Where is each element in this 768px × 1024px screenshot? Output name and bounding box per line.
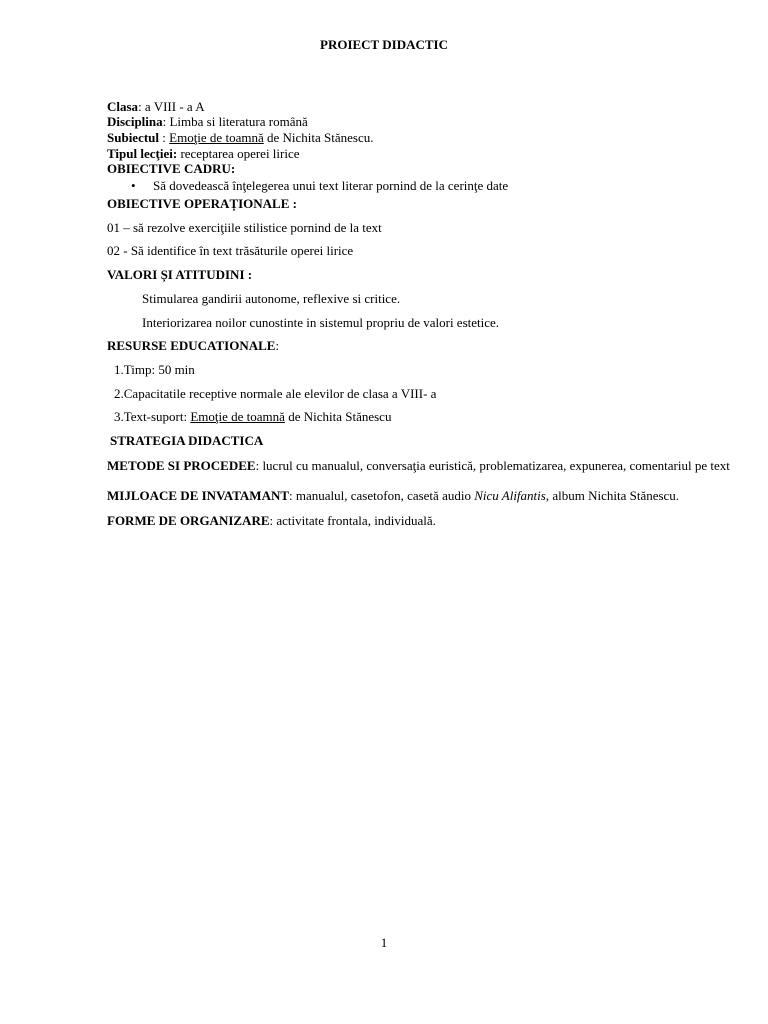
subiectul-sep: : [159,130,170,145]
resurse-item-3 [114,410,391,424]
obiectiv-operational-01: 01 – să rezolve exerciţiile stilistice pornind de la text [107,220,382,235]
valori-item-1: Stimularea gandirii autonome, reflexive si critice. [142,291,401,306]
obiective-cadru-heading: OBIECTIVE CADRU: [107,161,236,176]
subiectul-work: Emoţie de toamnă [169,130,264,145]
clasa-line [107,100,205,114]
metode-label: METODE SI PROCEDEE [107,458,256,473]
strategia-heading: STRATEGIA DIDACTICA [110,433,264,448]
resurse-item-3-work: Emoţie de toamnă [190,409,285,424]
resurse-heading-suffix: : [275,338,280,353]
document-title: PROIECT DIDACTIC [320,37,448,52]
mijloace-value: : manualul, casetofon, casetă audio [289,488,475,503]
obiectiv-operational-02: 02 - Să identifice în text trăsăturile operei lirice [107,243,354,258]
disciplina-value: : Limba si literatura română [162,114,308,129]
resurse-item-2: 2.Capacitatile receptive normale ale elevilor de clasa a VIII- a [114,386,437,401]
forme-line [107,514,436,528]
disciplina-line [107,115,308,129]
clasa-label: Clasa [107,99,139,114]
bullet-icon: • [131,178,136,193]
tipul-line [107,147,300,161]
resurse-item-3-prefix: 3.Text-suport: [114,409,191,424]
forme-label: FORME DE ORGANIZARE [107,513,270,528]
mijloace-italic: Nicu Alifantis, [474,488,550,503]
mijloace-rest: album Nichita Stănescu. [549,488,680,503]
metode-value: : lucrul cu manualul, conversaţia euristică, problematizarea, expunerea, comentariul pe text [255,458,730,473]
resurse-item-1: 1.Timp: 50 min [114,362,195,377]
subiectul-line [107,131,373,145]
tipul-label: Tipul lecţiei: [107,146,178,161]
resurse-item-3-rest: de Nichita Stănescu [284,409,392,424]
mijloace-label: MIJLOACE DE INVATAMANT [107,488,290,503]
resurse-heading: RESURSE EDUCATIONALE [107,338,276,353]
subiectul-rest: de Nichita Stănescu. [263,130,374,145]
valori-heading: VALORI ȘI ATITUDINI : [107,267,253,282]
obiective-operationale-heading: OBIECTIVE OPERAȚIONALE : [107,196,297,211]
clasa-value: : a VIII - a A [138,99,205,114]
page-number: 1 [380,935,388,950]
resurse-heading-line [107,339,279,353]
subiectul-label: Subiectul [107,130,160,145]
tipul-value: receptarea operei lirice [177,146,300,161]
metode-paragraph [107,459,762,472]
obiective-cadru-text: Să dovedească înţelegerea unui text literar pornind de la cerinţe date [153,178,509,193]
valori-item-2: Interiorizarea noilor cunostinte in sistemul propriu de valori estetice. [142,315,500,330]
disciplina-label: Disciplina [107,114,163,129]
forme-value: : activitate frontala, individuală. [269,513,436,528]
mijloace-line [107,489,679,503]
